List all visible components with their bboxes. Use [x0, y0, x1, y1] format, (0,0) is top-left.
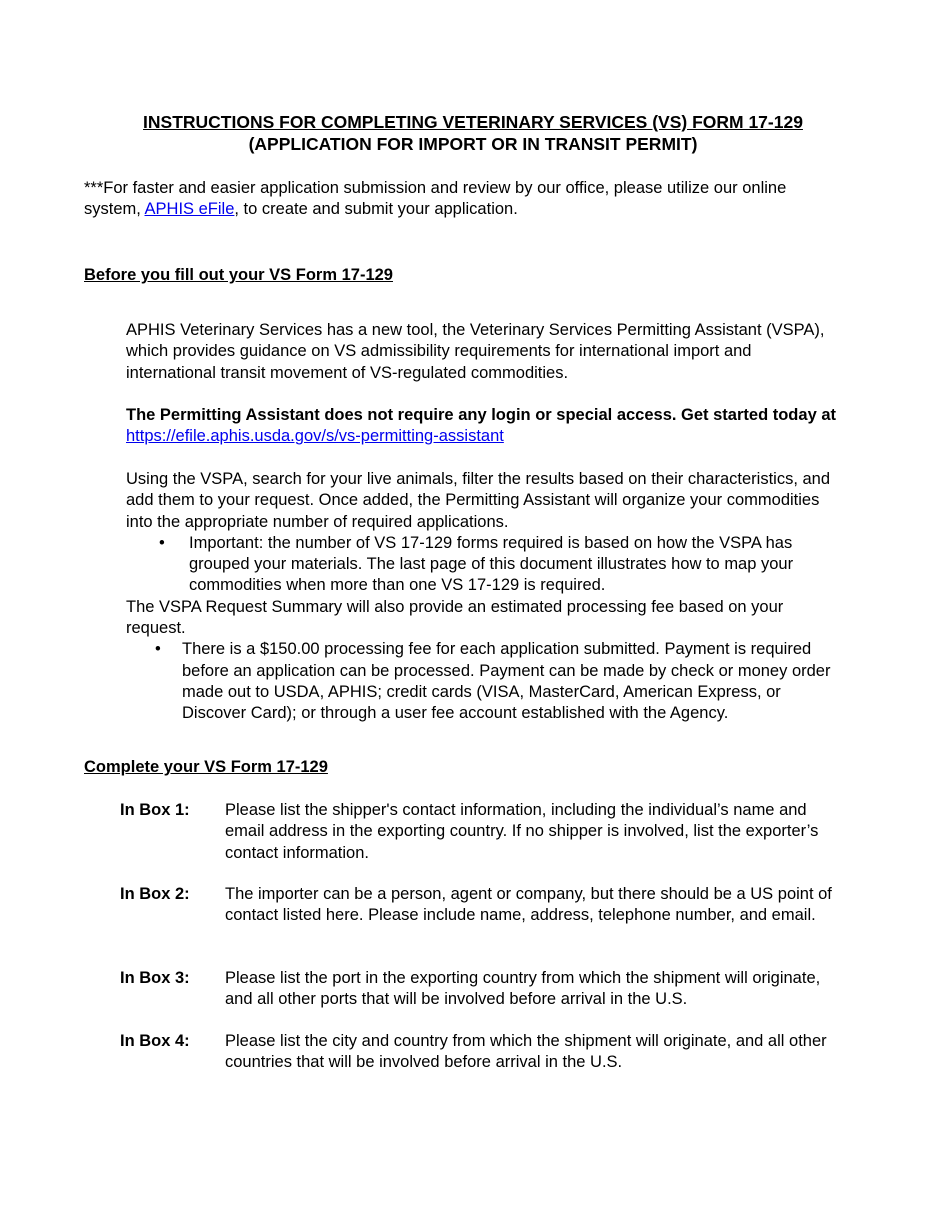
title-line-2: (APPLICATION FOR IMPORT OR IN TRANSIT PERMIT)	[248, 134, 698, 154]
request-summary-paragraph: The VSPA Request Summary will also provide an estimated processing fee based on your request.	[126, 597, 784, 638]
intro-paragraph	[84, 178, 824, 220]
bullet-text: Important: the number of VS 17-129 forms required is based on how the VSPA has grouped your materials. The last page of this document illustrates how to map your commodities when more than one VS 17-129 is required.	[189, 533, 794, 595]
intro-text-before: ***For faster and easier application submission and review by our office, please utilize our online system,	[84, 179, 787, 218]
box-instruction-4	[120, 1031, 840, 1074]
box-text: Please list the shipper's contact information, including the individual’s name and email address in the exporting country. If no shipper is involved, list the exporter’s contact information.	[225, 801, 819, 862]
list-item	[126, 533, 838, 597]
box-label: In Box 4:	[120, 1032, 190, 1050]
box-text: Please list the city and country from which the shipment will originate, and all other countries that will be involved before arrival in the U.S.	[225, 1032, 827, 1072]
box-label: In Box 2:	[120, 885, 190, 903]
section-heading-before: Before you fill out your VS Form 17-129	[84, 266, 393, 284]
box-instruction-3	[120, 968, 840, 1011]
permitting-assistant-paragraph	[126, 405, 838, 448]
bullet-text: There is a $150.00 processing fee for each application submitted. Payment is required before an application can be processed. Payment can be made by check or money order made out to USDA, APHIS; credit cards (VISA, MasterCard, American Express, or Discover Card); or through a user fee account established with the Agency.	[182, 640, 831, 723]
permitting-assistant-bold-text: The Permitting Assistant does not require any login or special access. Get started today at	[126, 406, 836, 424]
list-item	[126, 639, 838, 724]
box-label: In Box 3:	[120, 969, 190, 987]
box-text: Please list the port in the exporting country from which the shipment will originate, and all other ports that will be involved before arrival in the U.S.	[225, 969, 821, 1009]
page-title	[84, 111, 862, 155]
bullet-glyph: •	[155, 640, 161, 659]
box-text: The importer can be a person, agent or company, but there should be a US point of contact listed here. Please include name, address, telephone number, and email.	[225, 885, 832, 925]
box-label: In Box 1:	[120, 801, 190, 819]
bullet-list-2	[126, 639, 838, 724]
title-line-1: INSTRUCTIONS FOR COMPLETING VETERINARY SERVICES (VS) FORM 17-129	[143, 112, 803, 132]
vspa-usage-paragraph: Using the VSPA, search for your live animals, filter the results based on their characteristics, and add them to your request. Once added, the Permitting Assistant will organize your commodities into the appropriate number of required applications.	[126, 470, 831, 531]
vspa-usage-block	[126, 469, 838, 725]
section-heading-complete: Complete your VS Form 17-129	[84, 758, 328, 776]
box-instruction-2	[120, 884, 840, 927]
aphis-efile-link[interactable]: APHIS eFile	[144, 200, 235, 218]
bullet-list-1	[126, 533, 838, 597]
intro-text-after: , to create and submit your application.	[234, 200, 518, 218]
vspa-link[interactable]: https://efile.aphis.usda.gov/s/vs-permitting-assistant	[126, 427, 504, 446]
vspa-paragraph: APHIS Veterinary Services has a new tool, the Veterinary Services Permitting Assistant (VSPA), which provides guidance on VS admissibility requirements for international import and international transit movement of VS-regulated commodities.	[126, 321, 825, 382]
bullet-glyph: •	[159, 533, 165, 552]
box-instruction-1	[120, 800, 840, 864]
